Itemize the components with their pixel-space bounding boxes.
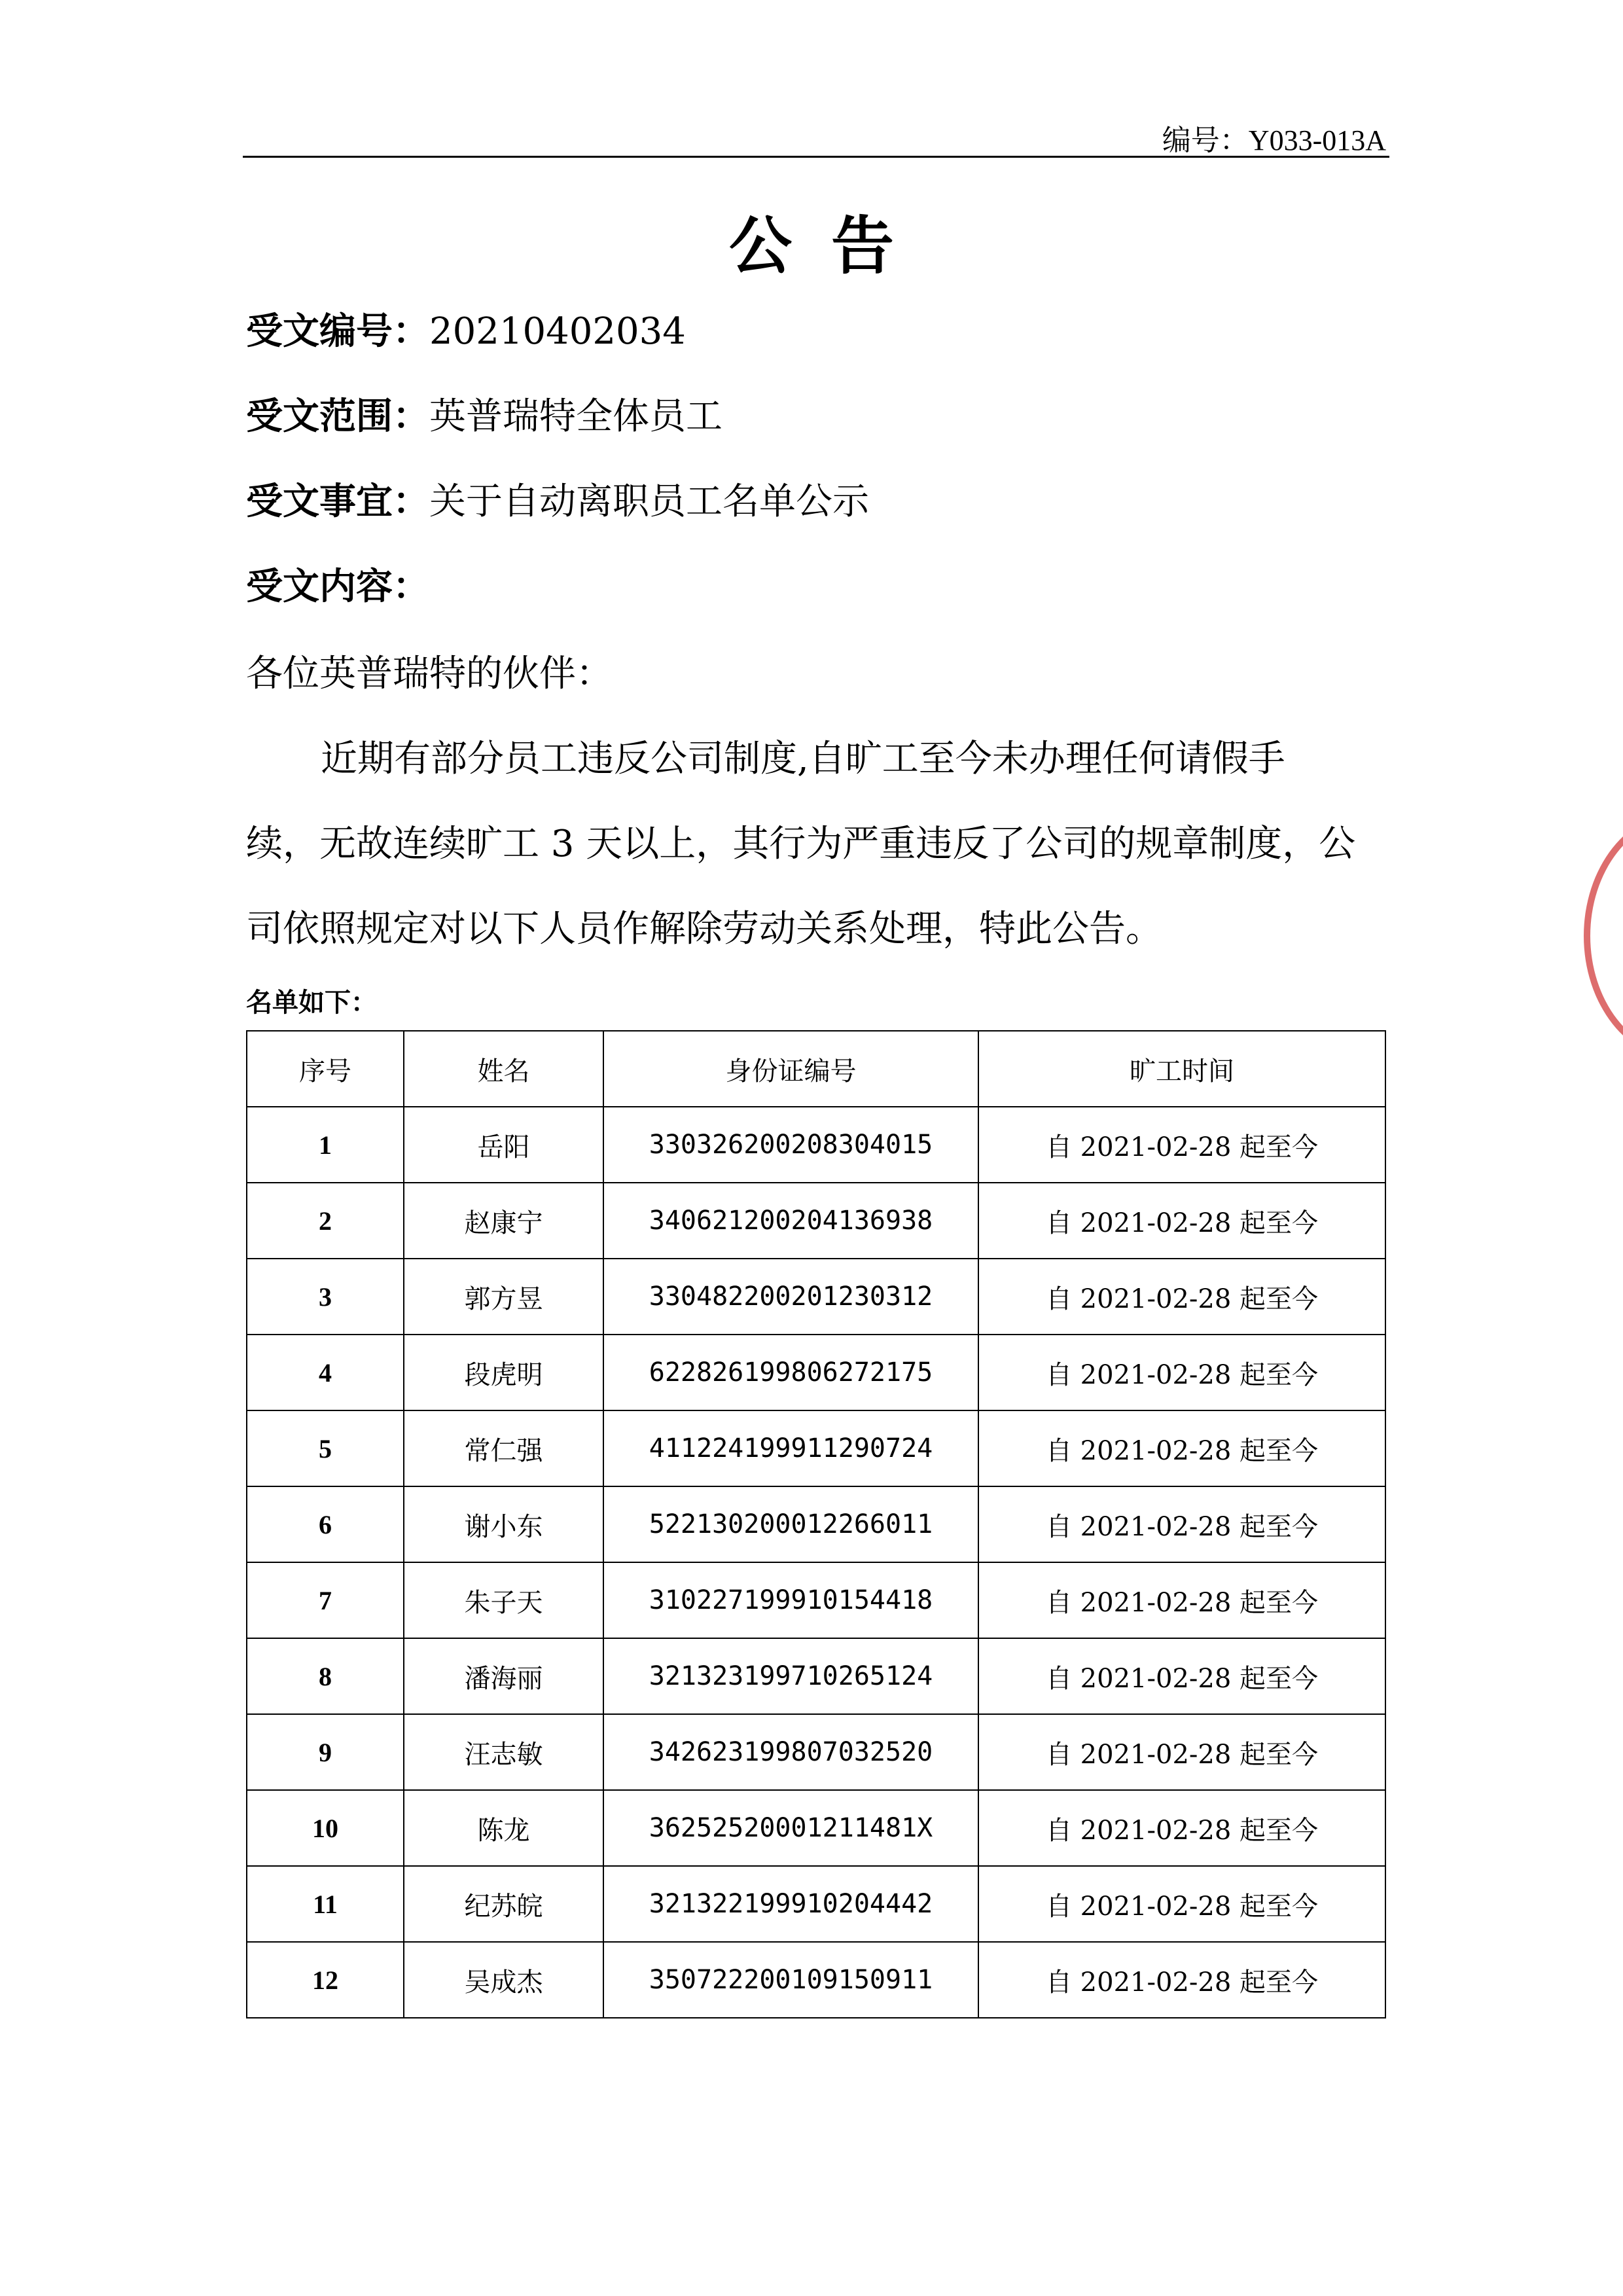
content-label: 受文内容： xyxy=(246,565,429,608)
cell-seq: 4 xyxy=(247,1335,404,1410)
matter-label: 受文事宜： xyxy=(246,480,429,523)
header-time: 旷工时间 xyxy=(978,1031,1385,1107)
cell-id: 342623199807032520 xyxy=(603,1714,978,1790)
table-row xyxy=(247,1714,1385,1790)
cell-name: 岳阳 xyxy=(404,1107,603,1183)
cell-id: 310227199910154418 xyxy=(603,1562,978,1638)
content-field xyxy=(246,558,429,610)
cell-id: 330482200201230312 xyxy=(603,1259,978,1335)
cell-seq: 7 xyxy=(247,1562,404,1638)
cell-time: 自 2021-02-28 起至今 xyxy=(978,1259,1385,1335)
cell-seq: 8 xyxy=(247,1638,404,1714)
scope-label: 受文范围： xyxy=(246,395,429,438)
cell-id: 36252520001211481X xyxy=(603,1790,978,1866)
cell-name: 常仁强 xyxy=(404,1410,603,1486)
cell-seq: 1 xyxy=(247,1107,404,1183)
cell-id: 522130200012266011 xyxy=(603,1486,978,1562)
cell-name: 朱子天 xyxy=(404,1562,603,1638)
cell-name: 吴成杰 xyxy=(404,1942,603,2018)
cell-name: 纪苏皖 xyxy=(404,1866,603,1942)
cell-name: 陈龙 xyxy=(404,1790,603,1866)
cell-time: 自 2021-02-28 起至今 xyxy=(978,1107,1385,1183)
table-row xyxy=(247,1638,1385,1714)
cell-id: 622826199806272175 xyxy=(603,1335,978,1410)
cell-seq: 9 xyxy=(247,1714,404,1790)
cell-seq: 12 xyxy=(247,1942,404,2018)
matter-field xyxy=(246,473,869,525)
cell-time: 自 2021-02-28 起至今 xyxy=(978,1562,1385,1638)
cell-id: 330326200208304015 xyxy=(603,1107,978,1183)
cell-time: 自 2021-02-28 起至今 xyxy=(978,1183,1385,1259)
cell-name: 汪志敏 xyxy=(404,1714,603,1790)
header-rule xyxy=(243,156,1389,158)
greeting: 各位英普瑞特的伙伴： xyxy=(246,653,613,695)
table-row xyxy=(247,1486,1385,1562)
table-row xyxy=(247,1259,1385,1335)
table-row xyxy=(247,1790,1385,1866)
table-row xyxy=(247,1410,1385,1486)
ref-number-value: 20210402034 xyxy=(429,310,686,353)
cell-time: 自 2021-02-28 起至今 xyxy=(978,1942,1385,2018)
cell-seq: 10 xyxy=(247,1790,404,1866)
cell-id: 411224199911290724 xyxy=(603,1410,978,1486)
table-header-row xyxy=(247,1031,1385,1107)
cell-time: 自 2021-02-28 起至今 xyxy=(978,1714,1385,1790)
matter-value: 关于自动离职员工名单公示 xyxy=(429,480,869,523)
cell-id: 321323199710265124 xyxy=(603,1638,978,1714)
cell-seq: 6 xyxy=(247,1486,404,1562)
cell-id: 321322199910204442 xyxy=(603,1866,978,1942)
table-row xyxy=(247,1866,1385,1942)
cell-name: 谢小东 xyxy=(404,1486,603,1562)
list-heading: 名单如下： xyxy=(246,987,377,1018)
cell-time: 自 2021-02-28 起至今 xyxy=(978,1335,1385,1410)
cell-seq: 11 xyxy=(247,1866,404,1942)
cell-time: 自 2021-02-28 起至今 xyxy=(978,1486,1385,1562)
scope-field xyxy=(246,387,722,440)
cell-name: 郭方昱 xyxy=(404,1259,603,1335)
cell-name: 潘海丽 xyxy=(404,1638,603,1714)
dismissal-table xyxy=(246,1030,1386,2018)
paragraph-line-1: 近期有部分员工违反公司制度,自旷工至今未办理任何请假手 xyxy=(321,738,1285,780)
ref-number-label: 受文编号： xyxy=(246,310,429,353)
document-number: 编号：Y033-013A xyxy=(1162,124,1386,156)
cell-name: 赵康宁 xyxy=(404,1183,603,1259)
table-row xyxy=(247,1107,1385,1183)
page-title: 公告 xyxy=(729,209,933,283)
paragraph-line-2: 续，无故连续旷工 3 天以上，其行为严重违反了公司的规章制度，公 xyxy=(246,823,1356,865)
table-row xyxy=(247,1942,1385,2018)
header-id: 身份证编号 xyxy=(603,1031,978,1107)
ref-number-field xyxy=(246,302,686,355)
header-name: 姓名 xyxy=(404,1031,603,1107)
cell-id: 350722200109150911 xyxy=(603,1942,978,2018)
cell-time: 自 2021-02-28 起至今 xyxy=(978,1866,1385,1942)
scope-value: 英普瑞特全体员工 xyxy=(429,395,722,438)
cell-name: 段虎明 xyxy=(404,1335,603,1410)
paragraph-line-3: 司依照规定对以下人员作解除劳动关系处理，特此公告。 xyxy=(246,908,1162,950)
cell-seq: 5 xyxy=(247,1410,404,1486)
table-row xyxy=(247,1335,1385,1410)
cell-time: 自 2021-02-28 起至今 xyxy=(978,1638,1385,1714)
header-seq: 序号 xyxy=(247,1031,404,1107)
cell-time: 自 2021-02-28 起至今 xyxy=(978,1410,1385,1486)
cell-time: 自 2021-02-28 起至今 xyxy=(978,1790,1385,1866)
cell-id: 340621200204136938 xyxy=(603,1183,978,1259)
company-seal-stamp xyxy=(1584,812,1623,1060)
table-row xyxy=(247,1183,1385,1259)
cell-seq: 3 xyxy=(247,1259,404,1335)
cell-seq: 2 xyxy=(247,1183,404,1259)
table-row xyxy=(247,1562,1385,1638)
